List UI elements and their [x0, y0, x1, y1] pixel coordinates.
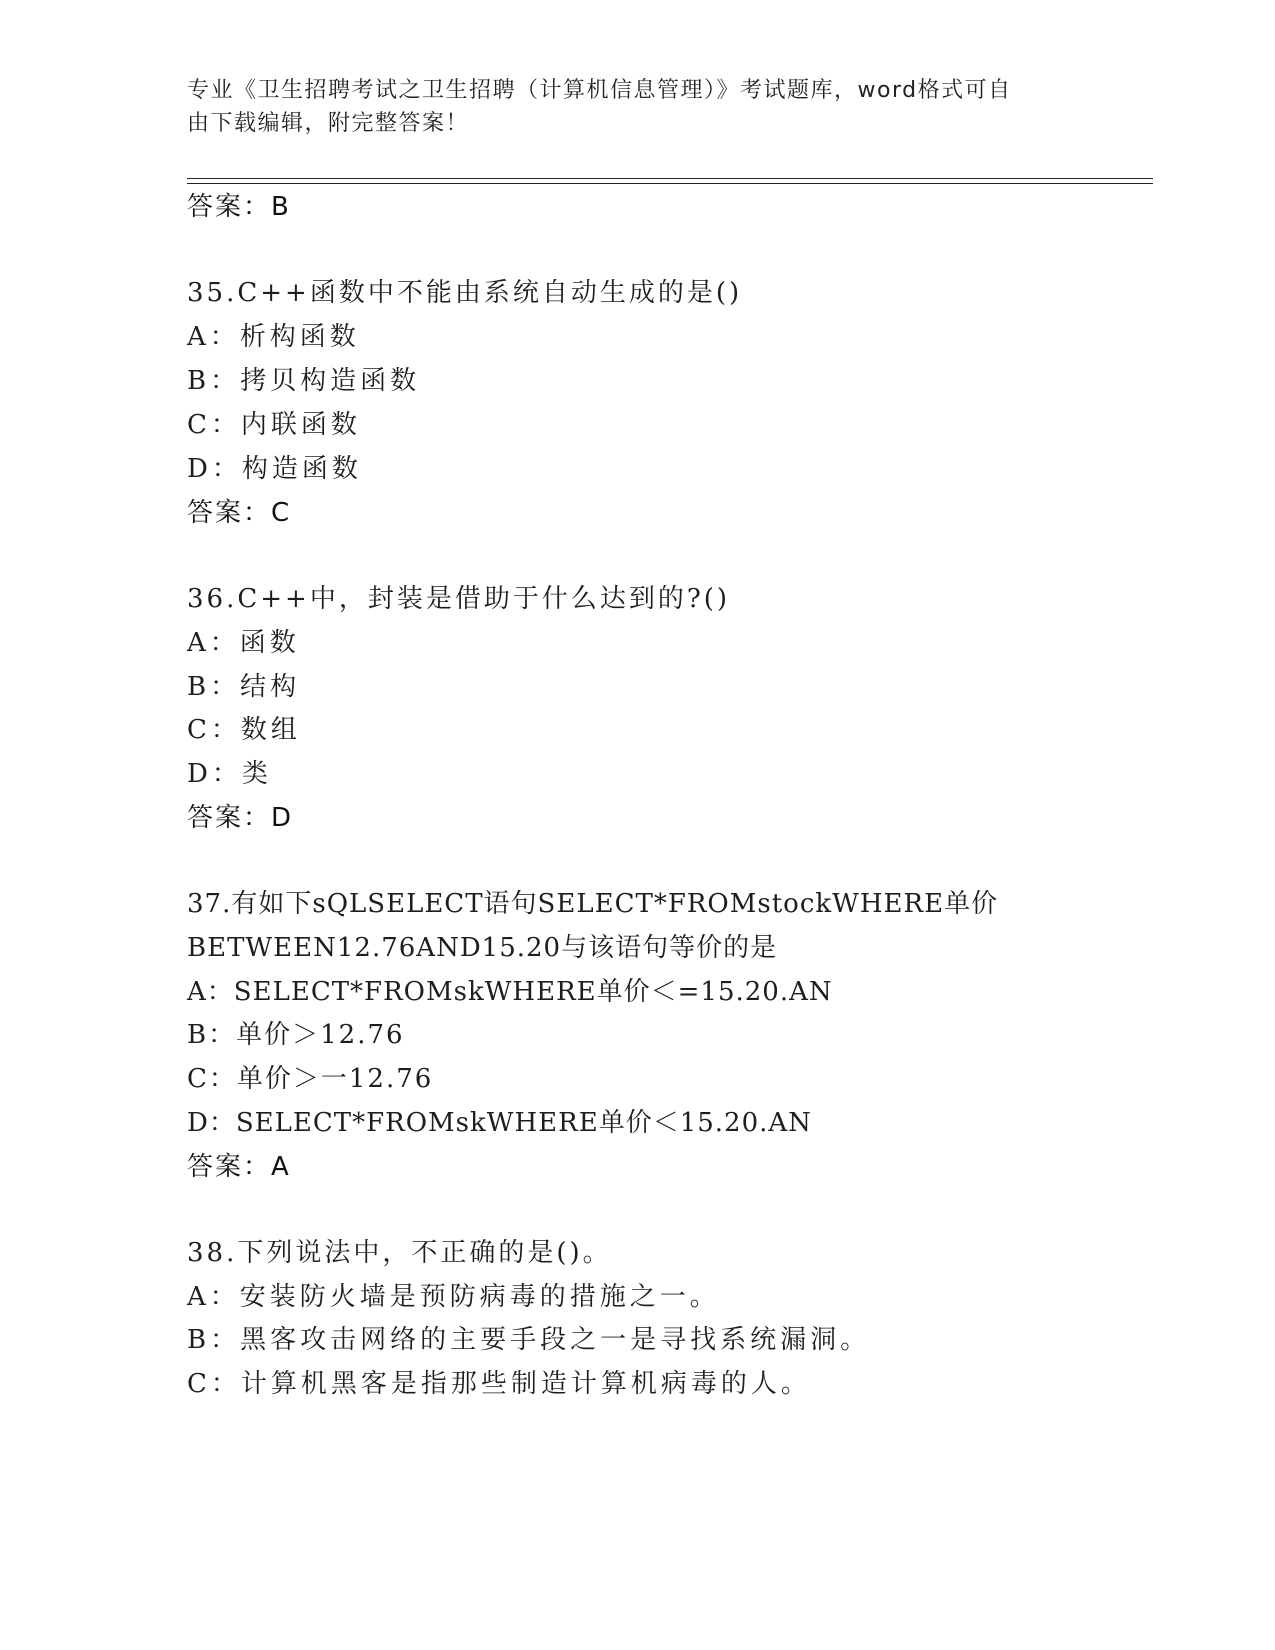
question-35-option-a: A：析构函数: [187, 322, 360, 352]
header-divider-bottom: [187, 183, 1153, 184]
question-36-option-c: C：数组: [187, 715, 301, 745]
question-36-option-d: D：类: [187, 759, 272, 789]
question-38-stem: 38.下列说法中，不正确的是()。: [187, 1238, 612, 1268]
answer-previous: 答案：B: [187, 192, 291, 222]
question-37-option-a: A：SELECT*FROMskWHERE单价＜=15.20.AN: [187, 977, 833, 1007]
header-divider-top: [187, 178, 1153, 179]
question-38-option-b: B：黑客攻击网络的主要手段之一是寻找系统漏洞。: [187, 1325, 871, 1355]
question-37-option-c: C：单价＞一12.76: [187, 1064, 434, 1094]
question-37-answer: 答案：A: [187, 1152, 291, 1182]
question-36-stem: 36.C++中，封装是借助于什么达到的?(): [187, 584, 731, 614]
question-37-option-b: B：单价＞12.76: [187, 1020, 405, 1050]
document-header: [187, 74, 1067, 140]
question-36-option-b: B：结构: [187, 672, 301, 702]
question-38-option-c: C：计算机黑客是指那些制造计算机病毒的人。: [187, 1369, 811, 1399]
question-37-stem-line-2: BETWEEN12.76AND15.20与该语句等价的是: [187, 933, 778, 963]
question-37-option-d: D：SELECT*FROMskWHERE单价＜15.20.AN: [187, 1108, 812, 1138]
question-35-option-d: D：构造函数: [187, 454, 362, 484]
question-35-option-b: B：拷贝构造函数: [187, 366, 421, 396]
question-36-answer: 答案：D: [187, 803, 294, 833]
question-35-answer: 答案：C: [187, 498, 292, 528]
header-line-1: 专业《卫生招聘考试之卫生招聘（计算机信息管理）》考试题库，word格式可自: [187, 78, 1012, 103]
question-37-stem-line-1: 37.有如下sQLSELECT语句SELECT*FROMstockWHERE单价: [187, 889, 999, 919]
question-35-stem: 35.C++函数中不能由系统自动生成的是(): [187, 278, 743, 308]
question-38-option-a: A：安装防火墙是预防病毒的措施之一。: [187, 1282, 720, 1312]
header-line-2: 由下载编辑，附完整答案！: [187, 111, 470, 136]
question-36-option-a: A：函数: [187, 628, 300, 658]
question-35-option-c: C：内联函数: [187, 410, 361, 440]
